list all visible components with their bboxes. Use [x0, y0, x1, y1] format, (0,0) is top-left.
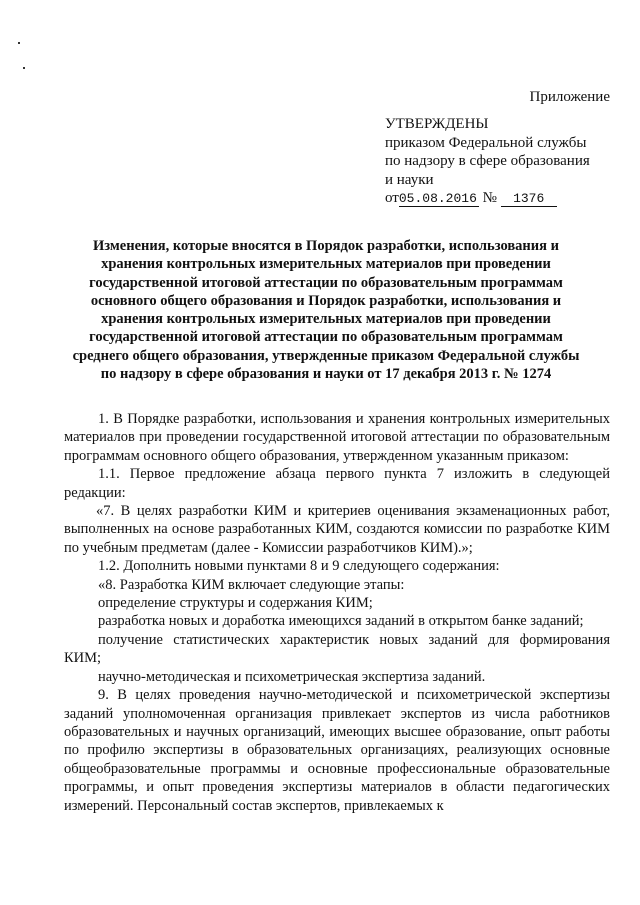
- approval-block: [385, 115, 615, 208]
- approval-line: и науки: [385, 171, 434, 188]
- paragraph: получение статистических характеристик новых заданий для формирования КИМ;: [64, 631, 610, 667]
- scan-dot: [18, 42, 20, 44]
- order-date: 05.08.2016: [398, 191, 477, 206]
- paragraph: «7. В целях разработки КИМ и критериев оценивания экзаменационных работ, выполненных на основе разработанных КИМ, создаются комиссии по разработке КИМ по учебным предметам (далее - Комиссии разработчиков КИМ).»;: [64, 503, 610, 556]
- paragraph: научно-методическая и психометрическая экспертиза заданий.: [98, 668, 486, 685]
- paragraph: определение структуры и содержания КИМ;: [98, 595, 373, 612]
- order-number: 1376: [501, 192, 557, 207]
- appendix-label: Приложение: [529, 89, 610, 105]
- paragraph: разработка новых и доработка имеющихся заданий в открытом банке заданий;: [98, 613, 584, 630]
- document-body: [64, 410, 610, 815]
- paragraph: 1.2. Дополнить новыми пунктами 8 и 9 следующего содержания:: [98, 558, 500, 575]
- approval-line: по надзору в сфере образования: [385, 153, 590, 169]
- approval-heading: УТВЕРЖДЕНЫ: [385, 116, 489, 132]
- paragraph: 1. В Порядке разработки, использования и хранения контрольных измерительных материалов при проведении государственной итоговой аттестации по образовательным программам основного общего образования, утвержденном указанным приказом:: [64, 411, 610, 464]
- approval-line: приказом Федеральной службы: [385, 134, 587, 151]
- document-title: Изменения, которые вносятся в Порядок разработки, использования и хранения контрольных измерительных материалов при проведении государственной итоговой аттестации по образовательным программам основного общего образования и Порядок разработки, использования и хранения контрольных измерительных материалов при проведении государственной итоговой аттестации по образовательным программам среднего общего образования, утвержденные приказом Федеральной службы по надзору в сфере образования и науки от 17 декабря 2013 г. № 1274: [72, 238, 580, 383]
- date-prefix: от: [385, 190, 399, 206]
- approval-date-line: [385, 189, 615, 208]
- paragraph: 9. В целях проведения научно-методической и психометрической экспертизы заданий уполномоченная организация привлекает экспертов из числа работников образовательных и научных организаций, имеющих высшее образование, опыт работы по профилю экспертизы в образовательных организациях, реализующих основные общеобразовательные программы и основные профессиональные образовательные программы, и опыт проведения экспертизы материалов в области педагогических измерений. Персональный состав экспертов, привлекаемых к: [64, 687, 610, 814]
- number-prefix: №: [482, 190, 497, 206]
- paragraph: «8. Разработка КИМ включает следующие этапы:: [98, 576, 405, 593]
- paragraph: 1.1. Первое предложение абзаца первого пункта 7 изложить в следующей редакции:: [64, 466, 610, 501]
- scan-dot: [23, 67, 25, 69]
